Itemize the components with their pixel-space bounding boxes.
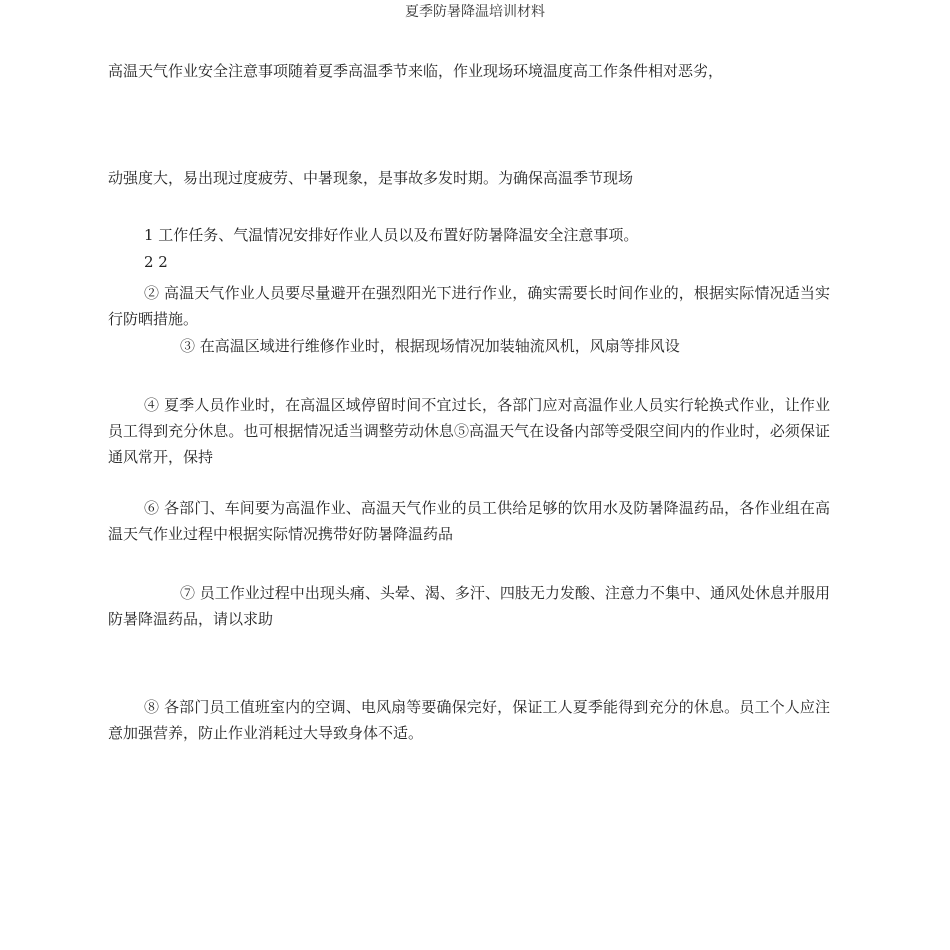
continuation-paragraph: 动强度大，易出现过度疲劳、中暑现象，是事故多发时期。为确保高温季节现场	[108, 169, 634, 187]
page-title: 夏季防暑降温培训材料	[405, 4, 545, 20]
list-item-8: ⑧ 各部门员工值班室内的空调、电风扇等要确保完好，保证工人夏季能得到充分的休息。员工个人应注意加强营养，防止作业消耗过大导致身体不适。	[108, 698, 830, 742]
list-item-7: ⑦ 员工作业过程中出现头痛、头晕、渴、多汗、四肢无力发酸、注意力不集中、通风处休息并服用防暑降温药品，请以求助	[108, 584, 830, 628]
intro-paragraph: 高温天气作业安全注意事项随着夏季高温季节来临，作业现场环境温度高工作条件相对恶劣，	[108, 62, 724, 80]
list-item-5: ④ 夏季人员作业时，在高温区域停留时间不宜过长，各部门应对高温作业人员实行轮换式作业，让作业员工得到充分休息。也可根据情况适当调整劳动休息⑤高温天气在设备内部等受限空间内的作业时，必须保证通风常开，保持	[108, 396, 830, 466]
list-item-6: ⑥ 各部门、车间要为高温作业、高温天气作业的员工供给足够的饮用水及防暑降温药品，各作业组在高温天气作业过程中根据实际情况携带好防暑降温药品	[108, 499, 830, 543]
list-item-4: ③ 在高温区域进行维修作业时，根据现场情况加装轴流风机，风扇等排风设	[180, 337, 680, 355]
list-item-3: ② 高温天气作业人员要尽量避开在强烈阳光下进行作业，确实需要长时间作业的，根据实际情况适当实行防晒措施。	[108, 284, 830, 328]
list-item-2: 2 2	[144, 253, 168, 271]
list-item-1: 1 工作任务、气温情况安排好作业人员以及布置好防暑降温安全注意事项。	[144, 226, 639, 244]
